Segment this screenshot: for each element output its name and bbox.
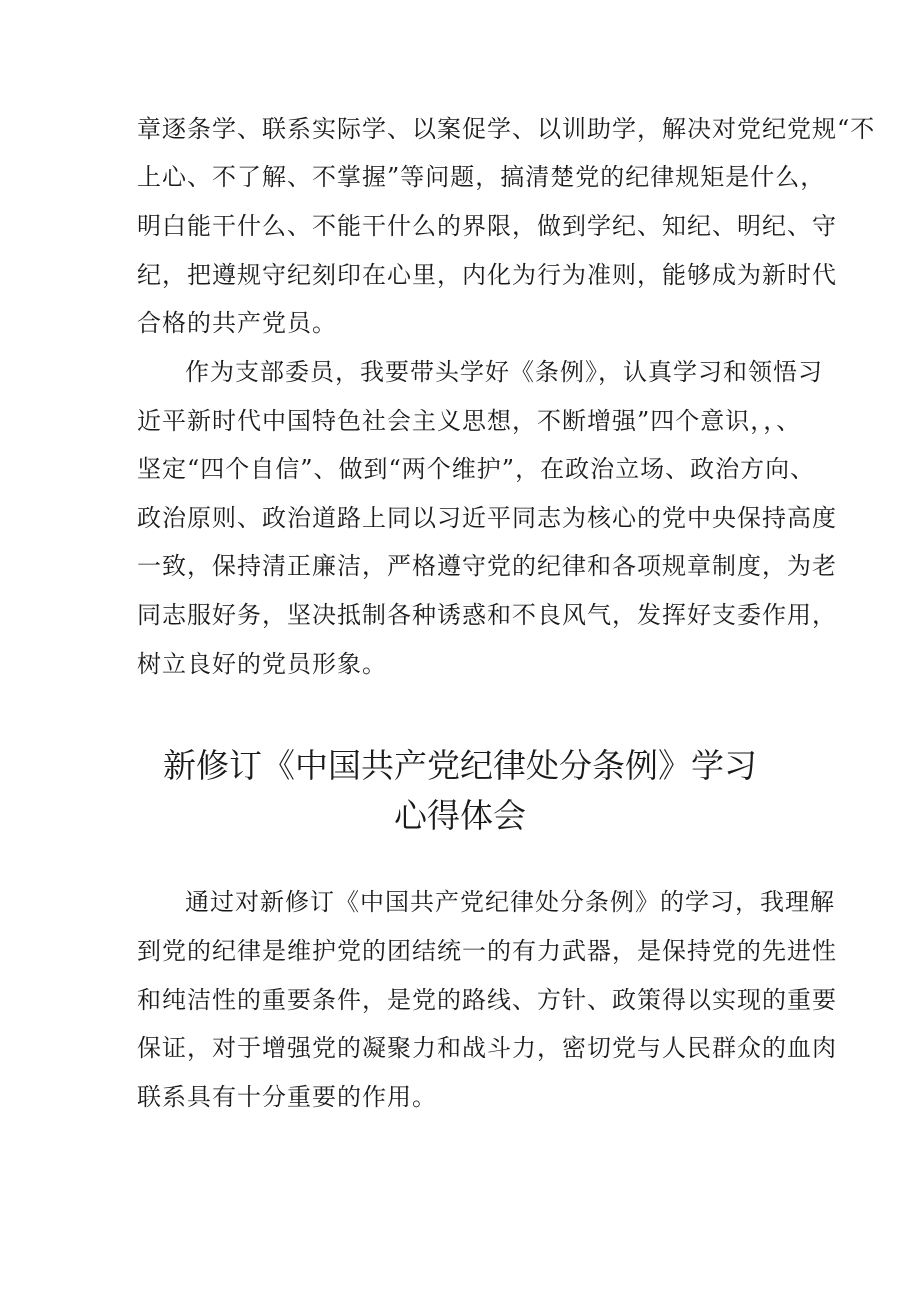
paragraph-line: 明白能干什么、不能干什么的界限，做到学纪、知纪、明纪、守: [137, 212, 837, 240]
section-title-line-1: 新修订《中国共产党纪律处分条例》学习: [163, 746, 757, 785]
paragraph-line: 章逐条学、联系实际学、以案促学、以训助学，解决对党纪党规“不: [137, 115, 876, 143]
section-title-line-2: 心得体会: [394, 796, 526, 835]
paragraph-line: 联系具有十分重要的作用。: [137, 1083, 437, 1111]
paragraph-line: 近平新时代中国特色社会主义思想，不断增强”四个意识，，、: [137, 407, 802, 435]
paragraph-line: 保证，对于增强党的凝聚力和战斗力，密切党与人民群众的血肉: [137, 1034, 837, 1062]
paragraph-line: 到党的纪律是维护党的团结统一的有力武器，是保持党的先进性: [137, 937, 837, 965]
paragraph-line: 纪，把遵规守纪刻印在心里，内化为行为准则，能够成为新时代: [137, 261, 837, 289]
paragraph-line: 同志服好务，坚决抵制各种诱惑和不良风气，发挥好支委作用，: [137, 601, 837, 629]
paragraph-line: 上心、不了解、不掌握”等问题，搞清楚党的纪律规矩是什么，: [137, 163, 826, 191]
paragraph-line: 政治原则、政治道路上同以习近平同志为核心的党中央保持高度: [137, 504, 837, 532]
paragraph-line: 通过对新修订《中国共产党纪律处分条例》的学习，我理解: [185, 888, 835, 916]
paragraph-line: 合格的共产党员。: [137, 309, 337, 337]
paragraph-line: 一致，保持清正廉洁，严格遵守党的纪律和各项规章制度，为老: [137, 552, 837, 580]
paragraph-line: 坚定“四个自信”、做到“两个维护”，在政治立场、政治方向、: [137, 455, 816, 483]
paragraph-line: 和纯洁性的重要条件，是党的路线、方针、政策得以实现的重要: [137, 986, 837, 1014]
paragraph-line: 树立良好的党员形象。: [137, 650, 387, 678]
paragraph-line: 作为支部委员，我要带头学好《条例》，认真学习和领悟习: [185, 358, 823, 386]
